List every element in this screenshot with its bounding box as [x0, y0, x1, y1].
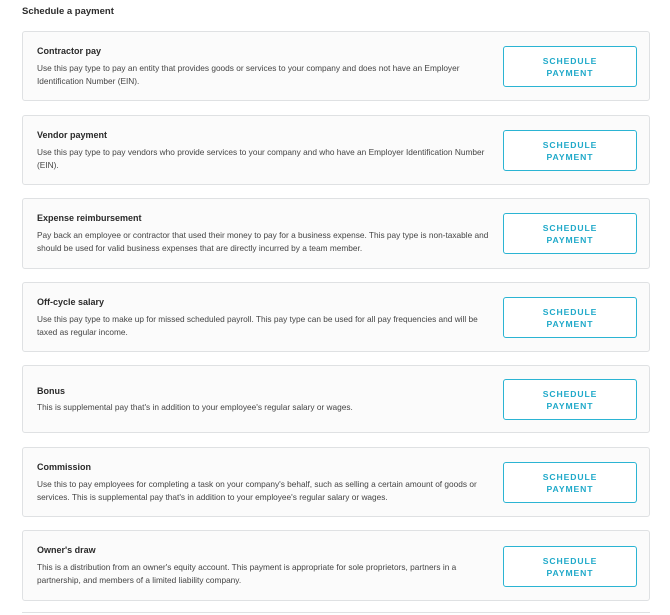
payment-card-title: Commission	[37, 462, 92, 472]
payment-card-title: Bonus	[37, 386, 65, 396]
payment-card-description: Use this pay type to pay an entity that provides goods or services to your company and does not have an Employer Identification Number (EIN).	[37, 63, 460, 86]
schedule-payment-button-commission[interactable]: SCHEDULE PAYMENT	[503, 462, 637, 503]
payment-card-vendor-payment	[22, 115, 650, 185]
payment-card-title: Expense reimbursement	[37, 213, 142, 223]
payment-card-owners-draw	[22, 530, 650, 601]
payment-card-description: This is a distribution from an owner's equity account. This payment is appropriate for sole proprietors, partners in a partnership, and members of a limited liability company.	[37, 562, 457, 585]
schedule-payment-button-owners-draw[interactable]: SCHEDULE PAYMENT	[503, 546, 637, 587]
schedule-payment-button-contractor-pay[interactable]: SCHEDULE PAYMENT	[503, 46, 637, 87]
payment-card-description: Use this to pay employees for completing a task on your company's behalf, such as selling a certain amount of goods or services. This is supplemental pay that's in addition to your employee's regular salary or wages.	[37, 479, 477, 502]
payment-card-description: Use this pay type to make up for missed scheduled payroll. This pay type can be used for all pay frequencies and will be taxed as regular income.	[37, 314, 478, 337]
payment-card-title: Owner's draw	[37, 545, 96, 555]
payment-card-description: Pay back an employee or contractor that used their money to pay for a business expense. This pay type is non-taxable and should be used for valid business expenses that are directly incurred by a team member.	[37, 230, 489, 253]
page-title: Schedule a payment	[22, 6, 114, 17]
payment-card-off-cycle-salary	[22, 282, 650, 352]
payment-card-expense-reimbursement	[22, 198, 650, 269]
schedule-payment-button-expense-reimbursement[interactable]: SCHEDULE PAYMENT	[503, 213, 637, 254]
schedule-payment-button-bonus[interactable]: SCHEDULE PAYMENT	[503, 379, 637, 420]
payment-card-description: This is supplemental pay that's in addition to your employee's regular salary or wages.	[37, 402, 353, 412]
payment-card-title: Vendor payment	[37, 130, 108, 140]
schedule-payment-button-vendor-payment[interactable]: SCHEDULE PAYMENT	[503, 130, 637, 171]
payment-card-title: Off-cycle salary	[37, 297, 105, 307]
payment-card-bonus	[22, 365, 650, 433]
payment-card-contractor-pay	[22, 31, 650, 101]
payment-card-title: Contractor pay	[37, 46, 102, 56]
payment-card-commission	[22, 447, 650, 517]
payment-card-description: Use this pay type to pay vendors who provide services to your company and who have an Employer Identification Number (EIN).	[37, 147, 485, 170]
schedule-payment-button-off-cycle-salary[interactable]: SCHEDULE PAYMENT	[503, 297, 637, 338]
